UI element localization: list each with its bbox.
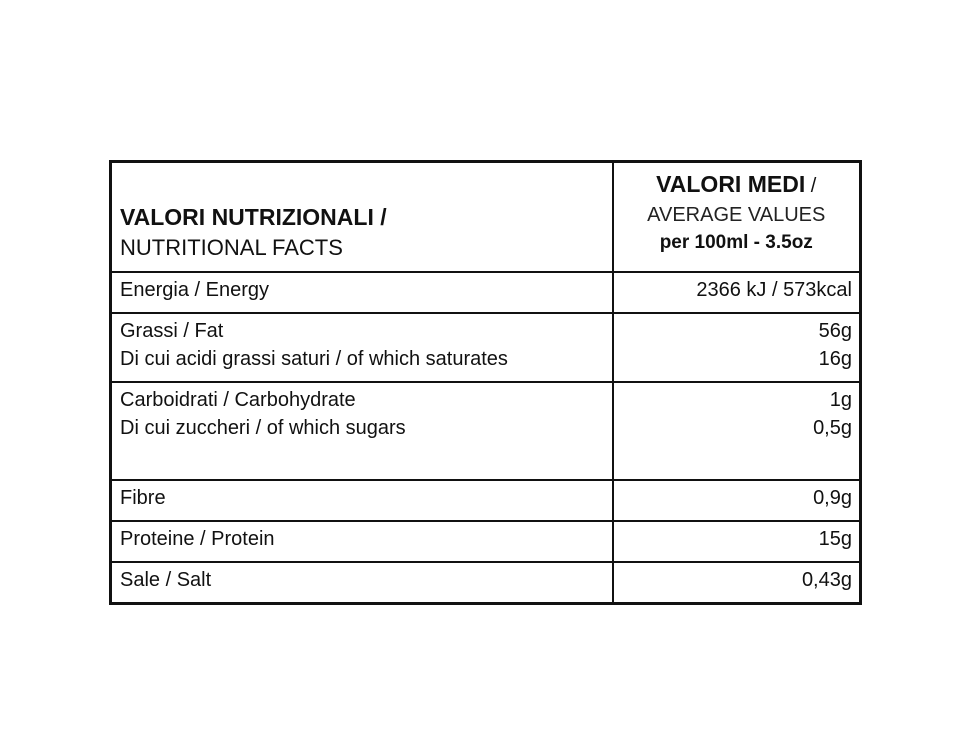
nutrient-row-protein <box>111 521 861 562</box>
nutrient-label: Grassi / Fat <box>120 320 224 342</box>
nutrient-row-salt <box>111 562 861 604</box>
header-right-slash: / <box>805 175 817 197</box>
nutrient-label-cell <box>111 382 613 480</box>
nutrient-sublabel: Di cui acidi grassi saturi / of which saturates <box>120 348 508 370</box>
nutrient-row-energy <box>111 272 861 313</box>
nutrient-value-cell <box>613 382 861 480</box>
nutrient-label-cell <box>111 480 613 521</box>
nutrient-value: 56g <box>818 320 852 342</box>
nutrient-row-fat <box>111 313 861 382</box>
nutrient-label: Fibre <box>120 487 166 509</box>
nutrient-value: 2366 kJ / 573kcal <box>696 279 852 301</box>
header-left-title: VALORI NUTRIZIONALI <box>120 204 374 230</box>
nutrient-value-cell <box>613 313 861 382</box>
nutrient-value-cell <box>613 480 861 521</box>
nutrient-label-cell <box>111 521 613 562</box>
nutrient-subvalue: 0,5g <box>813 417 852 439</box>
nutrient-value: 0,9g <box>813 487 852 509</box>
nutrient-sublabel: Di cui zuccheri / of which sugars <box>120 417 406 439</box>
header-left-subtitle: NUTRITIONAL FACTS <box>120 235 343 260</box>
header-left-title-line <box>120 201 612 233</box>
header-right-basis: per 100ml - 3.5oz <box>659 232 813 253</box>
header-right-title: VALORI MEDI <box>656 171 806 197</box>
nutrient-value: 0,43g <box>801 569 852 591</box>
header-row <box>111 162 861 273</box>
nutrient-label: Energia / Energy <box>120 279 269 301</box>
nutrient-value-cell <box>613 521 861 562</box>
nutrient-row-carbohydrate <box>111 382 861 480</box>
header-left-slash: / <box>373 204 387 230</box>
nutrient-label-cell <box>111 313 613 382</box>
header-right-subtitle: AVERAGE VALUES <box>647 204 826 226</box>
nutrient-label-cell <box>111 562 613 604</box>
nutrient-label: Proteine / Protein <box>120 528 275 550</box>
nutrient-label: Sale / Salt <box>120 569 212 591</box>
header-right-title-line <box>618 169 856 201</box>
nutrient-value-cell <box>613 272 861 313</box>
nutrient-label-cell <box>111 272 613 313</box>
header-right-cell <box>613 162 861 273</box>
nutrient-subvalue: 16g <box>818 348 852 370</box>
nutrition-table <box>109 160 862 605</box>
nutrient-row-fibre <box>111 480 861 521</box>
nutrient-value-cell <box>613 562 861 604</box>
nutrient-value: 15g <box>818 528 852 550</box>
header-left-cell <box>111 162 613 273</box>
nutrient-value: 1g <box>829 389 852 411</box>
nutrient-label: Carboidrati / Carbohydrate <box>120 389 356 411</box>
